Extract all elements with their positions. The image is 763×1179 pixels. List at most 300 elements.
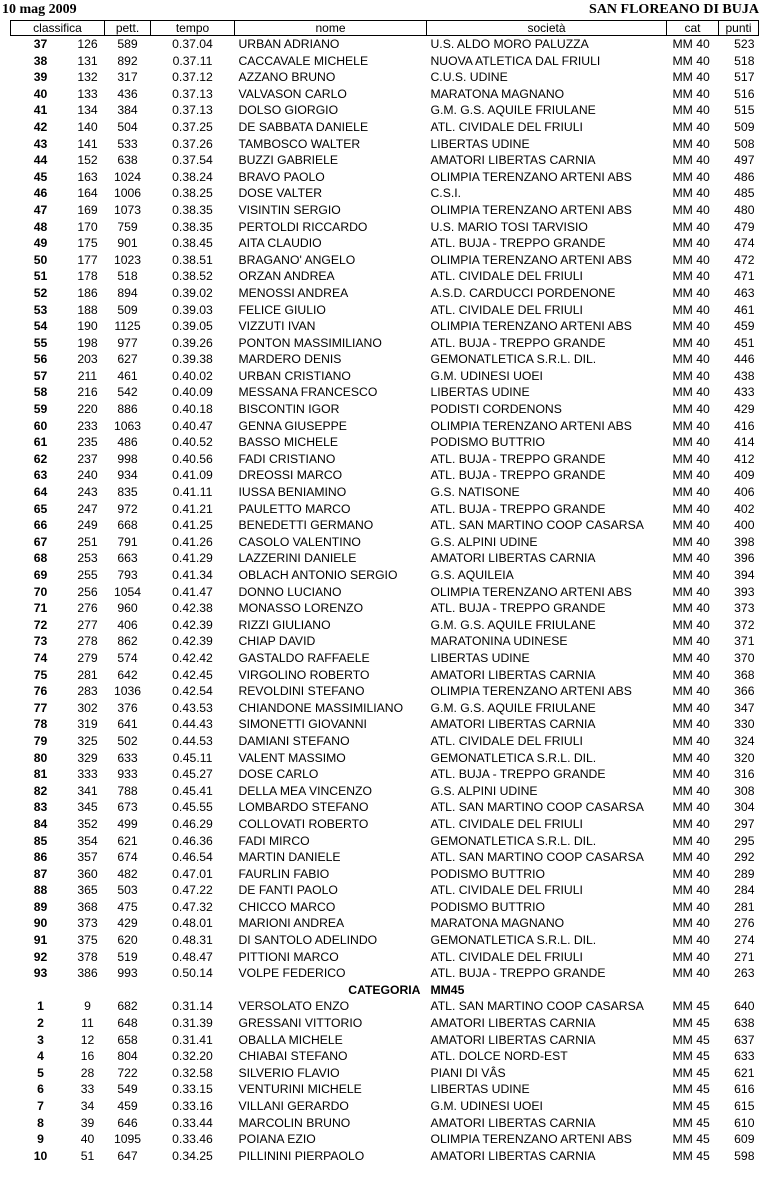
club-cell: AMATORI LIBERTAS CARNIA	[430, 717, 596, 732]
category-cell: MM 40	[672, 335, 710, 350]
rank-cell: 10	[33, 1148, 48, 1163]
points-cell: 459	[734, 319, 755, 334]
category-cell: MM 40	[672, 850, 710, 865]
rank-cell: 78	[33, 717, 48, 732]
overall-cell: 39	[80, 1115, 95, 1130]
time-cell: 0.40.52	[172, 435, 213, 450]
overall-cell: 177	[77, 252, 98, 267]
overall-cell: 163	[77, 169, 98, 184]
category-cell: MM 40	[672, 86, 710, 101]
points-cell: 414	[734, 435, 755, 450]
rank-cell: 74	[33, 650, 48, 665]
table-row	[11, 219, 759, 236]
name-cell: DOLSO GIORGIO	[238, 103, 339, 118]
points-cell: 324	[734, 733, 755, 748]
club-cell: G.S. AQUILEIA	[430, 568, 514, 582]
points-cell: 304	[734, 800, 755, 815]
category-label: CATEGORIA	[348, 982, 421, 997]
category-cell: MM 40	[672, 684, 710, 699]
points-cell: 638	[734, 1016, 755, 1031]
category-cell: MM 40	[672, 933, 710, 948]
time-cell: 0.40.47	[172, 418, 213, 433]
club-cell: ATL. BUJA - TREPPO GRANDE	[430, 451, 606, 466]
rank-cell: 43	[33, 136, 48, 151]
table-row	[11, 1148, 759, 1165]
overall-cell: 188	[77, 302, 98, 317]
name-cell: MARIONI ANDREA	[238, 916, 345, 931]
rank-cell: 51	[33, 269, 48, 284]
points-cell: 271	[734, 949, 755, 964]
rank-cell: 38	[33, 53, 48, 68]
rank-cell: 79	[33, 733, 48, 748]
table-row	[11, 965, 759, 982]
rank-cell: 88	[33, 883, 48, 898]
overall-cell: 152	[77, 153, 98, 168]
rank-cell: 57	[33, 368, 48, 383]
name-cell: RIZZI GIULIANO	[238, 617, 331, 632]
bib-cell: 589	[117, 37, 138, 51]
rank-cell: 91	[33, 933, 48, 948]
table-row	[11, 351, 759, 368]
club-cell: ATL. SAN MARTINO COOP CASARSA	[430, 518, 644, 533]
club-cell: ATL. CIVIDALE DEL FRIULI	[430, 816, 583, 831]
overall-cell: 235	[77, 435, 98, 450]
table-row	[11, 53, 759, 70]
bib-cell: 1073	[113, 202, 142, 217]
time-cell: 0.37.04	[172, 37, 213, 51]
bib-cell: 892	[117, 53, 138, 68]
name-cell: PILLININI PIERPAOLO	[238, 1148, 365, 1163]
time-cell: 0.45.55	[172, 800, 213, 815]
club-cell: LIBERTAS UDINE	[430, 650, 530, 665]
table-row	[11, 799, 759, 816]
time-cell: 0.42.39	[172, 634, 213, 649]
time-cell: 0.31.41	[172, 1032, 213, 1047]
rank-cell: 66	[33, 518, 48, 533]
name-cell: BASSO MICHELE	[238, 435, 339, 450]
rank-cell: 70	[33, 584, 48, 599]
table-row	[11, 716, 759, 733]
category-cell: MM 40	[672, 866, 710, 881]
category-cell: MM 40	[672, 568, 710, 582]
club-cell: PODISMO BUTTRIO	[430, 435, 545, 450]
table-row	[11, 136, 759, 153]
table-row	[11, 1115, 759, 1132]
category-cell: MM 40	[672, 136, 710, 151]
rank-cell: 68	[33, 551, 48, 566]
category-cell: MM 45	[672, 1065, 710, 1080]
table-row	[11, 633, 759, 650]
bib-cell: 1095	[113, 1132, 142, 1147]
category-cell: MM 40	[672, 534, 710, 549]
name-cell: BISCONTIN IGOR	[238, 402, 340, 417]
name-cell: DOSE CARLO	[238, 767, 319, 782]
category-cell: MM 45	[672, 999, 710, 1014]
name-cell: URBAN CRISTIANO	[238, 368, 351, 383]
table-row	[11, 86, 759, 103]
rank-cell: 2	[37, 1016, 44, 1031]
name-cell: LAZZERINI DANIELE	[238, 551, 357, 566]
category-cell: MM 40	[672, 119, 710, 134]
club-cell: AMATORI LIBERTAS CARNIA	[430, 1148, 596, 1163]
overall-cell: 131	[77, 53, 98, 68]
rank-cell: 75	[33, 667, 48, 682]
name-cell: VIZZUTI IVAN	[238, 319, 316, 334]
bib-cell: 862	[117, 634, 138, 649]
rank-cell: 85	[33, 833, 48, 848]
overall-cell: 216	[77, 385, 98, 400]
time-cell: 0.39.02	[172, 285, 213, 300]
time-cell: 0.46.54	[172, 850, 213, 865]
column-header-nome: nome	[235, 21, 427, 36]
name-cell: GASTALDO RAFFAELE	[238, 650, 370, 665]
category-cell: MM 40	[672, 783, 710, 798]
table-row	[11, 418, 759, 435]
points-cell: 461	[734, 302, 755, 317]
time-cell: 0.47.01	[172, 866, 213, 881]
overall-cell: 203	[77, 352, 98, 367]
points-cell: 320	[734, 750, 755, 765]
time-cell: 0.48.31	[172, 933, 213, 948]
overall-cell: 132	[77, 70, 98, 85]
club-cell: AMATORI LIBERTAS CARNIA	[430, 1016, 596, 1031]
category-cell: MM 40	[672, 368, 710, 383]
name-cell: FADI CRISTIANO	[238, 451, 336, 466]
points-cell: 409	[734, 468, 755, 483]
points-cell: 598	[734, 1148, 755, 1163]
category-cell: MM 40	[672, 485, 710, 500]
overall-cell: 281	[77, 667, 98, 682]
rank-cell: 46	[33, 186, 48, 201]
time-cell: 0.42.39	[172, 617, 213, 632]
name-cell: CHIABAI STEFANO	[238, 1049, 348, 1064]
table-row	[11, 998, 759, 1015]
overall-cell: 278	[77, 634, 98, 649]
table-row	[11, 484, 759, 501]
club-cell: LIBERTAS UDINE	[430, 136, 530, 151]
category-cell: MM 40	[672, 767, 710, 782]
time-cell: 0.33.44	[172, 1115, 213, 1130]
category-cell: MM 40	[672, 269, 710, 284]
points-cell: 393	[734, 584, 755, 599]
category-cell: MM 40	[672, 169, 710, 184]
points-cell: 398	[734, 534, 755, 549]
table-row	[11, 467, 759, 484]
club-cell: LIBERTAS UDINE	[430, 1082, 530, 1097]
time-cell: 0.50.14	[172, 966, 213, 981]
category-cell: MM 40	[672, 584, 710, 599]
points-cell: 396	[734, 551, 755, 566]
name-cell: DREOSSI MARCO	[238, 468, 343, 483]
overall-cell: 178	[77, 269, 98, 284]
rank-cell: 87	[33, 866, 48, 881]
club-cell: ATL. DOLCE NORD-EST	[430, 1049, 568, 1064]
category-value: MM45	[430, 982, 465, 997]
time-cell: 0.42.45	[172, 667, 213, 682]
category-cell: MM 40	[672, 352, 710, 367]
time-cell: 0.46.29	[172, 816, 213, 831]
name-cell: OBALLA MICHELE	[238, 1032, 343, 1047]
points-cell: 368	[734, 667, 755, 682]
points-cell: 474	[734, 236, 755, 251]
category-cell: MM 45	[672, 1099, 710, 1113]
overall-cell: 141	[77, 136, 98, 151]
bib-cell: 933	[117, 767, 138, 782]
club-cell: ATL. CIVIDALE DEL FRIULI	[430, 119, 583, 134]
overall-cell: 302	[77, 700, 98, 715]
overall-cell: 40	[80, 1132, 95, 1147]
table-row	[11, 766, 759, 783]
table-row	[11, 650, 759, 667]
table-row	[11, 152, 759, 169]
name-cell: MENOSSI ANDREA	[238, 285, 349, 300]
time-cell: 0.37.54	[172, 153, 213, 168]
overall-cell: 277	[77, 617, 98, 632]
points-cell: 412	[734, 451, 755, 466]
category-cell: MM 40	[672, 202, 710, 217]
rank-cell: 48	[33, 219, 48, 234]
name-cell: CHIAP DAVID	[238, 634, 316, 649]
category-cell: MM 40	[672, 236, 710, 251]
bib-cell: 1054	[113, 584, 142, 599]
table-row	[11, 882, 759, 899]
table-row	[11, 949, 759, 966]
time-cell: 0.39.26	[172, 335, 213, 350]
rank-cell: 82	[33, 783, 48, 798]
bib-cell: 475	[117, 899, 138, 914]
category-cell: MM 40	[672, 916, 710, 931]
overall-cell: 253	[77, 551, 98, 566]
time-cell: 0.38.35	[172, 202, 213, 217]
club-cell: OLIMPIA TERENZANO ARTENI ABS	[430, 319, 632, 334]
bib-cell: 461	[117, 368, 138, 383]
category-cell: MM 40	[672, 750, 710, 765]
rank-cell: 64	[33, 485, 48, 500]
rank-cell: 47	[33, 202, 48, 217]
rank-cell: 73	[33, 634, 48, 649]
points-cell: 640	[734, 999, 755, 1014]
bib-cell: 503	[117, 883, 138, 898]
name-cell: REVOLDINI STEFANO	[238, 684, 365, 699]
club-cell: OLIMPIA TERENZANO ARTENI ABS	[430, 418, 632, 433]
category-cell: MM 40	[672, 551, 710, 566]
time-cell: 0.32.58	[172, 1065, 213, 1080]
bib-cell: 972	[117, 501, 138, 516]
points-cell: 373	[734, 601, 755, 616]
category-cell: MM 40	[672, 285, 710, 300]
category-cell: MM 45	[672, 1032, 710, 1047]
overall-cell: 164	[77, 186, 98, 201]
overall-cell: 16	[80, 1049, 95, 1064]
time-cell: 0.44.43	[172, 717, 213, 732]
table-row	[11, 36, 759, 53]
table-row	[11, 368, 759, 385]
overall-cell: 233	[77, 418, 98, 433]
club-cell: U.S. ALDO MORO PALUZZA	[430, 37, 589, 51]
rank-cell: 52	[33, 285, 48, 300]
bib-cell: 574	[117, 650, 138, 665]
time-cell: 0.33.16	[172, 1099, 213, 1113]
time-cell: 0.37.13	[172, 103, 213, 118]
rank-cell: 45	[33, 169, 48, 184]
overall-cell: 345	[77, 800, 98, 815]
table-row	[11, 733, 759, 750]
table-row	[11, 69, 759, 86]
overall-cell: 249	[77, 518, 98, 533]
points-cell: 292	[734, 850, 755, 865]
rank-cell: 86	[33, 850, 48, 865]
overall-cell: 126	[77, 37, 98, 51]
club-cell: ATL. SAN MARTINO COOP CASARSA	[430, 999, 644, 1014]
name-cell: CACCAVALE MICHELE	[238, 53, 369, 68]
overall-cell: 341	[77, 783, 98, 798]
time-cell: 0.38.35	[172, 219, 213, 234]
rank-cell: 9	[37, 1132, 44, 1147]
points-cell: 289	[734, 866, 755, 881]
bib-cell: 934	[117, 468, 138, 483]
rank-cell: 37	[33, 37, 48, 51]
name-cell: FADI MIRCO	[238, 833, 310, 848]
category-cell: MM 45	[672, 1148, 710, 1163]
category-cell: MM 40	[672, 883, 710, 898]
time-cell: 0.38.24	[172, 169, 213, 184]
points-cell: 515	[734, 103, 755, 118]
overall-cell: 170	[77, 219, 98, 234]
results-table	[10, 20, 759, 1164]
name-cell: DELLA MEA VINCENZO	[238, 783, 372, 798]
rank-cell: 84	[33, 816, 48, 831]
bib-cell: 542	[117, 385, 138, 400]
time-cell: 0.45.11	[172, 750, 213, 765]
time-cell: 0.37.11	[172, 53, 213, 68]
name-cell: VENTURINI MICHELE	[238, 1082, 362, 1097]
club-cell: PODISMO BUTTRIO	[430, 899, 545, 914]
club-cell: ATL. BUJA - TREPPO GRANDE	[430, 966, 606, 981]
club-cell: PODISTI CORDENONS	[430, 402, 562, 417]
bib-cell: 1023	[113, 252, 142, 267]
time-cell: 0.32.20	[172, 1049, 213, 1064]
time-cell: 0.39.03	[172, 302, 213, 317]
time-cell: 0.41.34	[172, 568, 213, 582]
rank-cell: 60	[33, 418, 48, 433]
rank-cell: 49	[33, 236, 48, 251]
overall-cell: 325	[77, 733, 98, 748]
club-cell: AMATORI LIBERTAS CARNIA	[430, 667, 596, 682]
points-cell: 281	[734, 899, 755, 914]
bib-cell: 998	[117, 451, 138, 466]
points-cell: 276	[734, 916, 755, 931]
club-cell: OLIMPIA TERENZANO ARTENI ABS	[430, 584, 632, 599]
bib-cell: 663	[117, 551, 138, 566]
name-cell: PAULETTO MARCO	[238, 501, 351, 516]
name-cell: IUSSA BENIAMINO	[238, 485, 347, 500]
overall-cell: 386	[77, 966, 98, 981]
category-cell: MM 40	[672, 186, 710, 201]
time-cell: 0.43.53	[172, 700, 213, 715]
time-cell: 0.46.36	[172, 833, 213, 848]
rank-cell: 40	[33, 86, 48, 101]
points-cell: 486	[734, 169, 755, 184]
table-row	[11, 318, 759, 335]
time-cell: 0.37.12	[172, 70, 213, 85]
points-cell: 394	[734, 568, 755, 582]
bib-cell: 519	[117, 949, 138, 964]
club-cell: AMATORI LIBERTAS CARNIA	[430, 153, 596, 168]
rank-cell: 77	[33, 700, 48, 715]
overall-cell: 247	[77, 501, 98, 516]
points-cell: 609	[734, 1132, 755, 1147]
time-cell: 0.45.27	[172, 767, 213, 782]
time-cell: 0.41.11	[172, 485, 213, 500]
rank-cell: 4	[37, 1049, 44, 1064]
table-row	[11, 169, 759, 186]
club-cell: GEMONATLETICA S.R.L. DIL.	[430, 750, 597, 765]
club-cell: ATL. CIVIDALE DEL FRIULI	[430, 949, 583, 964]
category-cell: MM 40	[672, 717, 710, 732]
rank-cell: 83	[33, 800, 48, 815]
rank-cell: 6	[37, 1082, 44, 1097]
bib-cell: 627	[117, 352, 138, 367]
name-cell: MONASSO LORENZO	[238, 601, 364, 616]
points-cell: 316	[734, 767, 755, 782]
bib-cell: 499	[117, 816, 138, 831]
club-cell: MARATONINA UDINESE	[430, 634, 568, 649]
name-cell: CHICCO MARCO	[238, 899, 336, 914]
bib-cell: 1024	[113, 169, 142, 184]
category-cell: MM 40	[672, 650, 710, 665]
column-header-pett: pett.	[105, 21, 151, 36]
name-cell: URBAN ADRIANO	[238, 37, 340, 51]
table-row	[11, 915, 759, 932]
column-header-tempo: tempo	[151, 21, 235, 36]
time-cell: 0.38.51	[172, 252, 213, 267]
time-cell: 0.38.25	[172, 186, 213, 201]
bib-cell: 518	[117, 269, 138, 284]
rank-cell: 63	[33, 468, 48, 483]
name-cell: DE FANTI PAOLO	[238, 883, 338, 898]
bib-cell: 620	[117, 933, 138, 948]
rank-cell: 3	[37, 1032, 44, 1047]
overall-cell: 276	[77, 601, 98, 616]
bib-cell: 886	[117, 402, 138, 417]
name-cell: PONTON MASSIMILIANO	[238, 335, 382, 350]
table-row	[11, 1015, 759, 1032]
club-cell: AMATORI LIBERTAS CARNIA	[430, 1032, 596, 1047]
bib-cell: 648	[117, 1016, 138, 1031]
bib-cell: 509	[117, 302, 138, 317]
bib-cell: 317	[117, 70, 138, 85]
category-cell: MM 40	[672, 53, 710, 68]
table-row	[11, 401, 759, 418]
overall-cell: 11	[81, 1016, 94, 1031]
points-cell: 371	[734, 634, 755, 649]
club-cell: LIBERTAS UDINE	[430, 385, 530, 400]
points-cell: 451	[734, 335, 755, 350]
time-cell: 0.34.25	[172, 1148, 213, 1163]
points-cell: 274	[734, 933, 755, 948]
results-body	[11, 36, 759, 1165]
rank-cell: 58	[33, 385, 48, 400]
club-cell: ATL. BUJA - TREPPO GRANDE	[430, 236, 606, 251]
time-cell: 0.33.15	[172, 1082, 213, 1097]
rank-cell: 65	[33, 501, 48, 516]
table-row	[11, 1048, 759, 1065]
club-cell: AMATORI LIBERTAS CARNIA	[430, 1115, 596, 1130]
bib-cell: 646	[117, 1115, 138, 1130]
bib-cell: 682	[117, 999, 138, 1014]
category-row	[11, 982, 759, 999]
rank-cell: 8	[37, 1115, 44, 1130]
